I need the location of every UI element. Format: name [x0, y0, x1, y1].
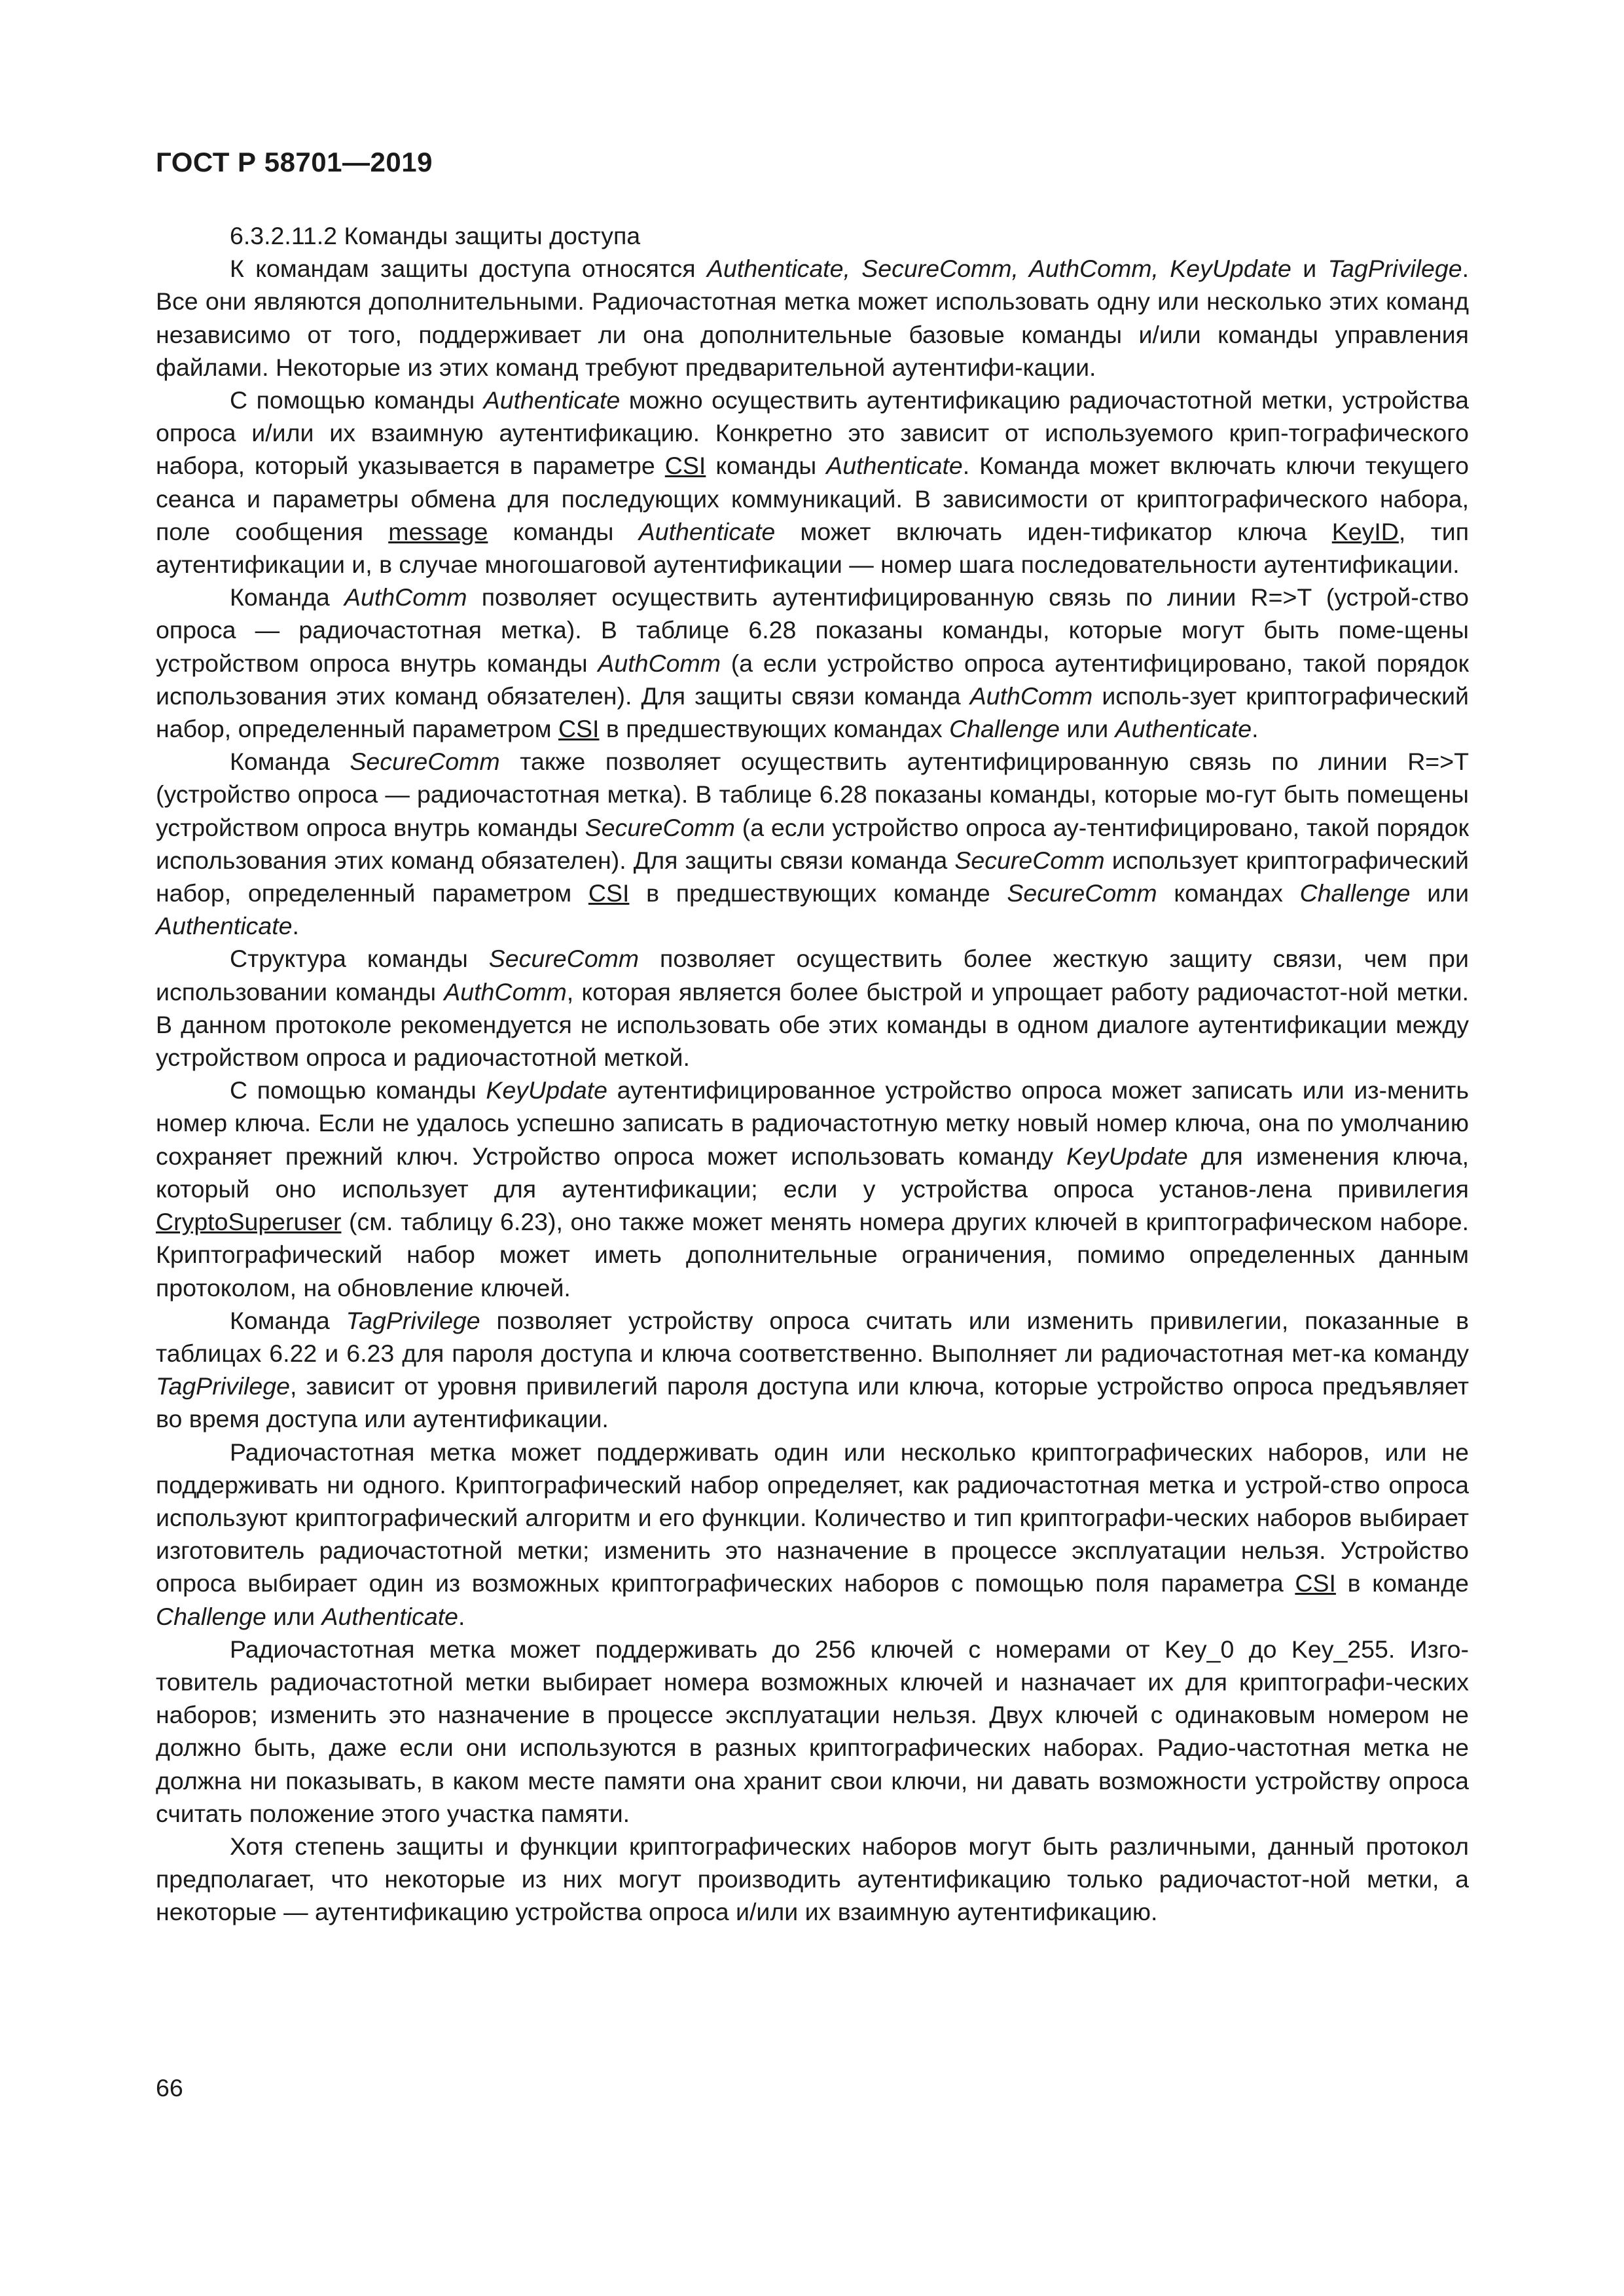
text-run: аутентифицированное устройство опроса может записать или из-менить номер ключа. Если не удалось успешно записать в радиочастотную метку новый номер ключа, она по умолчанию сохраняет прежний ключ. Устройство опроса может использовать команду [156, 1076, 1470, 1170]
text-run: , зависит от уровня привилегий пароля доступа или ключа, которые устройство опроса предъявляет во время доступа или аутентификации. [156, 1372, 1469, 1433]
command-name: SecureComm [350, 748, 500, 776]
text-run: Команда [230, 583, 344, 611]
command-name: Authenticate [483, 386, 621, 414]
parameter-name: message [388, 517, 488, 545]
text-run: использует криптографический набор, определенный параметром [156, 846, 1469, 907]
text-run: или [1410, 879, 1470, 907]
text-run: в предшествующих командах [599, 715, 950, 743]
parameter-name: KeyID [1331, 517, 1399, 545]
text-run: . [1252, 715, 1259, 743]
text-run: С помощью команды [230, 386, 484, 414]
command-name: Authenticate, SecureComm, AuthComm, KeyUpdate [706, 255, 1291, 283]
text-run: позволяет устройству опроса считать или изменить привилегии, показанные в таблицах 6.22 и 6.23 для пароля доступа и ключа соответственно. Выполняет ли радиочастотная мет-ка команду [156, 1306, 1470, 1367]
command-name: AuthComm [344, 583, 467, 611]
paragraph [156, 745, 1469, 942]
section-number: 6.3.2.11.2 [230, 222, 338, 249]
parameter-name: CSI [558, 715, 600, 743]
text-run: исполь-зует криптографический набор, определенный параметром [156, 682, 1469, 743]
paragraph [156, 384, 1469, 581]
paragraph [156, 252, 1469, 384]
parameter-name: CryptoSuperuser [156, 1208, 342, 1236]
text-run: позволяет осуществить аутентифицированную связь по линии R=>T (устрой-ство опроса — радиочастотная метка). В таблице 6.28 показаны команды, которые могут быть поме-щены устройством опроса внутрь команды [156, 583, 1470, 677]
paragraph [156, 1304, 1469, 1436]
command-name: SecureComm [954, 846, 1105, 874]
command-name: SecureComm [585, 813, 735, 841]
text-run: , тип аутентификации и, в случае многошаговой аутентификации — номер шага последовательности аутентификации. [156, 517, 1469, 579]
command-name: AuthComm [444, 977, 567, 1006]
text-run: (а если устройство опроса аутентифицировано, такой порядок использования этих команд обязателен). Для защиты связи команда [156, 649, 1469, 710]
text-run: или [266, 1602, 322, 1630]
paragraph [156, 1830, 1469, 1929]
paragraph-list [156, 252, 1469, 1928]
standard-header: ГОСТ Р 58701—2019 [156, 147, 433, 177]
text-run: также позволяет осуществить аутентифицированную связь по линии R=>T (устройство опроса — радиочастотная метка). В таблице 6.28 показаны команды, которые мо-гут быть помещены устройством опроса внутрь команды [156, 748, 1470, 841]
text-run: К командам защиты доступа относятся [230, 255, 707, 283]
text-run: Структура команды [230, 945, 489, 973]
paragraph [156, 1436, 1469, 1633]
text-run: Хотя степень защиты и функции криптографических наборов могут быть различными, данный протокол предполагает, что некоторые из них могут производить аутентификацию только радиочастот-ной метки, а некоторые — аутентификацию устройства опроса и/или их взаимную аутентификацию. [156, 1832, 1469, 1926]
command-name: Challenge [949, 715, 1060, 743]
command-name: KeyUpdate [486, 1076, 607, 1104]
paragraph [156, 942, 1469, 1074]
command-name: Authenticate [826, 452, 963, 480]
command-name: KeyUpdate [1066, 1142, 1188, 1170]
command-name: Challenge [1299, 879, 1411, 907]
section-title: Команды защиты доступа [344, 222, 641, 249]
text-run: Команда [230, 1306, 346, 1334]
text-run: , которая является более быстрой и упрощает работу радиочастот-ной метки. В данном протоколе рекомендуется не использовать обе этих команды в одном диалоге аутентификации между устройством опроса и радиочастотной меткой. [156, 977, 1470, 1072]
command-name: Authenticate [156, 912, 293, 940]
command-name: SecureComm [1007, 879, 1157, 907]
parameter-name: CSI [664, 452, 706, 480]
text-run: С помощью команды [230, 1076, 486, 1104]
text-run: и [1291, 255, 1328, 283]
command-name: TagPrivilege [1327, 255, 1462, 283]
paragraph [156, 1074, 1469, 1303]
text-run: в предшествующих команде [629, 879, 1007, 907]
command-name: TagPrivilege [156, 1372, 290, 1400]
text-run: может включать иден-тификатор ключа [775, 517, 1332, 545]
text-run: (а если устройство опроса ау-тентифицировано, такой порядок использования этих команд обязателен). Для защиты связи команда [156, 813, 1469, 874]
command-name: AuthComm [969, 682, 1093, 710]
paragraph [156, 1633, 1469, 1830]
parameter-name: CSI [588, 879, 630, 907]
command-name: Authenticate [321, 1602, 458, 1630]
text-run: (см. таблицу 6.23), оно также может менять номера других ключей в криптографическом наборе. Криптографический набор может иметь дополнительные ограничения, помимо определенных данным протоколом, на обновление ключей. [156, 1208, 1469, 1302]
section-heading [156, 219, 1469, 252]
text-run: . [292, 912, 299, 940]
text-run: . Команда может включать ключи текущего сеанса и параметры обмена для последующих коммуникаций. В зависимости от криптографического набора, поле сообщения [156, 452, 1470, 545]
page-number: 66 [156, 2074, 183, 2102]
text-run: для изменения ключа, который оно использует для аутентификации; если у устройства опроса установ-лена привилегия [156, 1142, 1470, 1203]
text-run: команды [488, 517, 639, 545]
command-name: SecureComm [488, 945, 640, 973]
command-name: Authenticate [638, 517, 776, 545]
command-name: Authenticate [1115, 715, 1252, 743]
text-run: Радиочастотная метка может поддерживать до 256 ключей с номерами от Key_0 до Key_255. Изго-товитель радиочастотной метки выбирает номера возможных ключей и назначает их для криптографи-ческих наборов; изменить это назначение в процессе эксплуатации нельзя. Двух ключей с одинаковым номером не должно быть, даже если они используются в разных криптографических наборах. Радио-частотная метка не должна ни показывать, в каком месте памяти она хранит свои ключи, ни давать возможности устройству опроса считать положение этого участка памяти. [156, 1635, 1469, 1827]
text-run: . [458, 1602, 465, 1630]
command-name: TagPrivilege [346, 1306, 480, 1334]
command-name: Challenge [156, 1602, 266, 1630]
text-run: позволяет осуществить более жесткую защиту связи, чем при использовании команды [156, 945, 1469, 1006]
text-run: Радиочастотная метка может поддерживать один или несколько криптографических наборов, или не поддерживать ни одного. Криптографический набор определяет, как радиочастотная метка и устрой-ство опроса используют криптографический алгоритм и его функции. Количество и тип криптографи-ческих наборов выбирает изготовитель радиочастотной метки; изменить это назначение в процессе эксплуатации нельзя. Устройство опроса выбирает один из возможных криптографических наборов с помощью поля параметра [156, 1438, 1469, 1597]
text-run: Команда [230, 748, 350, 776]
command-name: AuthComm [598, 649, 721, 677]
text-run: в команде [1335, 1569, 1469, 1597]
text-run: . Все они являются дополнительными. Радиочастотная метка может использовать одну или несколько этих команд независимо от того, поддерживает ли она дополнительные базовые команды и/или команды управления файлами. Некоторые из этих команд требуют предварительной аутентифи-кации. [156, 255, 1469, 381]
text-run: командах [1157, 879, 1300, 907]
document-body [156, 219, 1469, 1929]
text-run: или [1059, 715, 1115, 743]
text-run: команды [706, 452, 827, 480]
text-run: можно осуществить аутентификацию радиочастотной метки, устройства опроса и/или их взаимную аутентификацию. Конкретно это зависит от используемого крип-тографического набора, который указывается в параметре [156, 386, 1469, 480]
paragraph [156, 581, 1469, 745]
parameter-name: CSI [1295, 1569, 1336, 1597]
